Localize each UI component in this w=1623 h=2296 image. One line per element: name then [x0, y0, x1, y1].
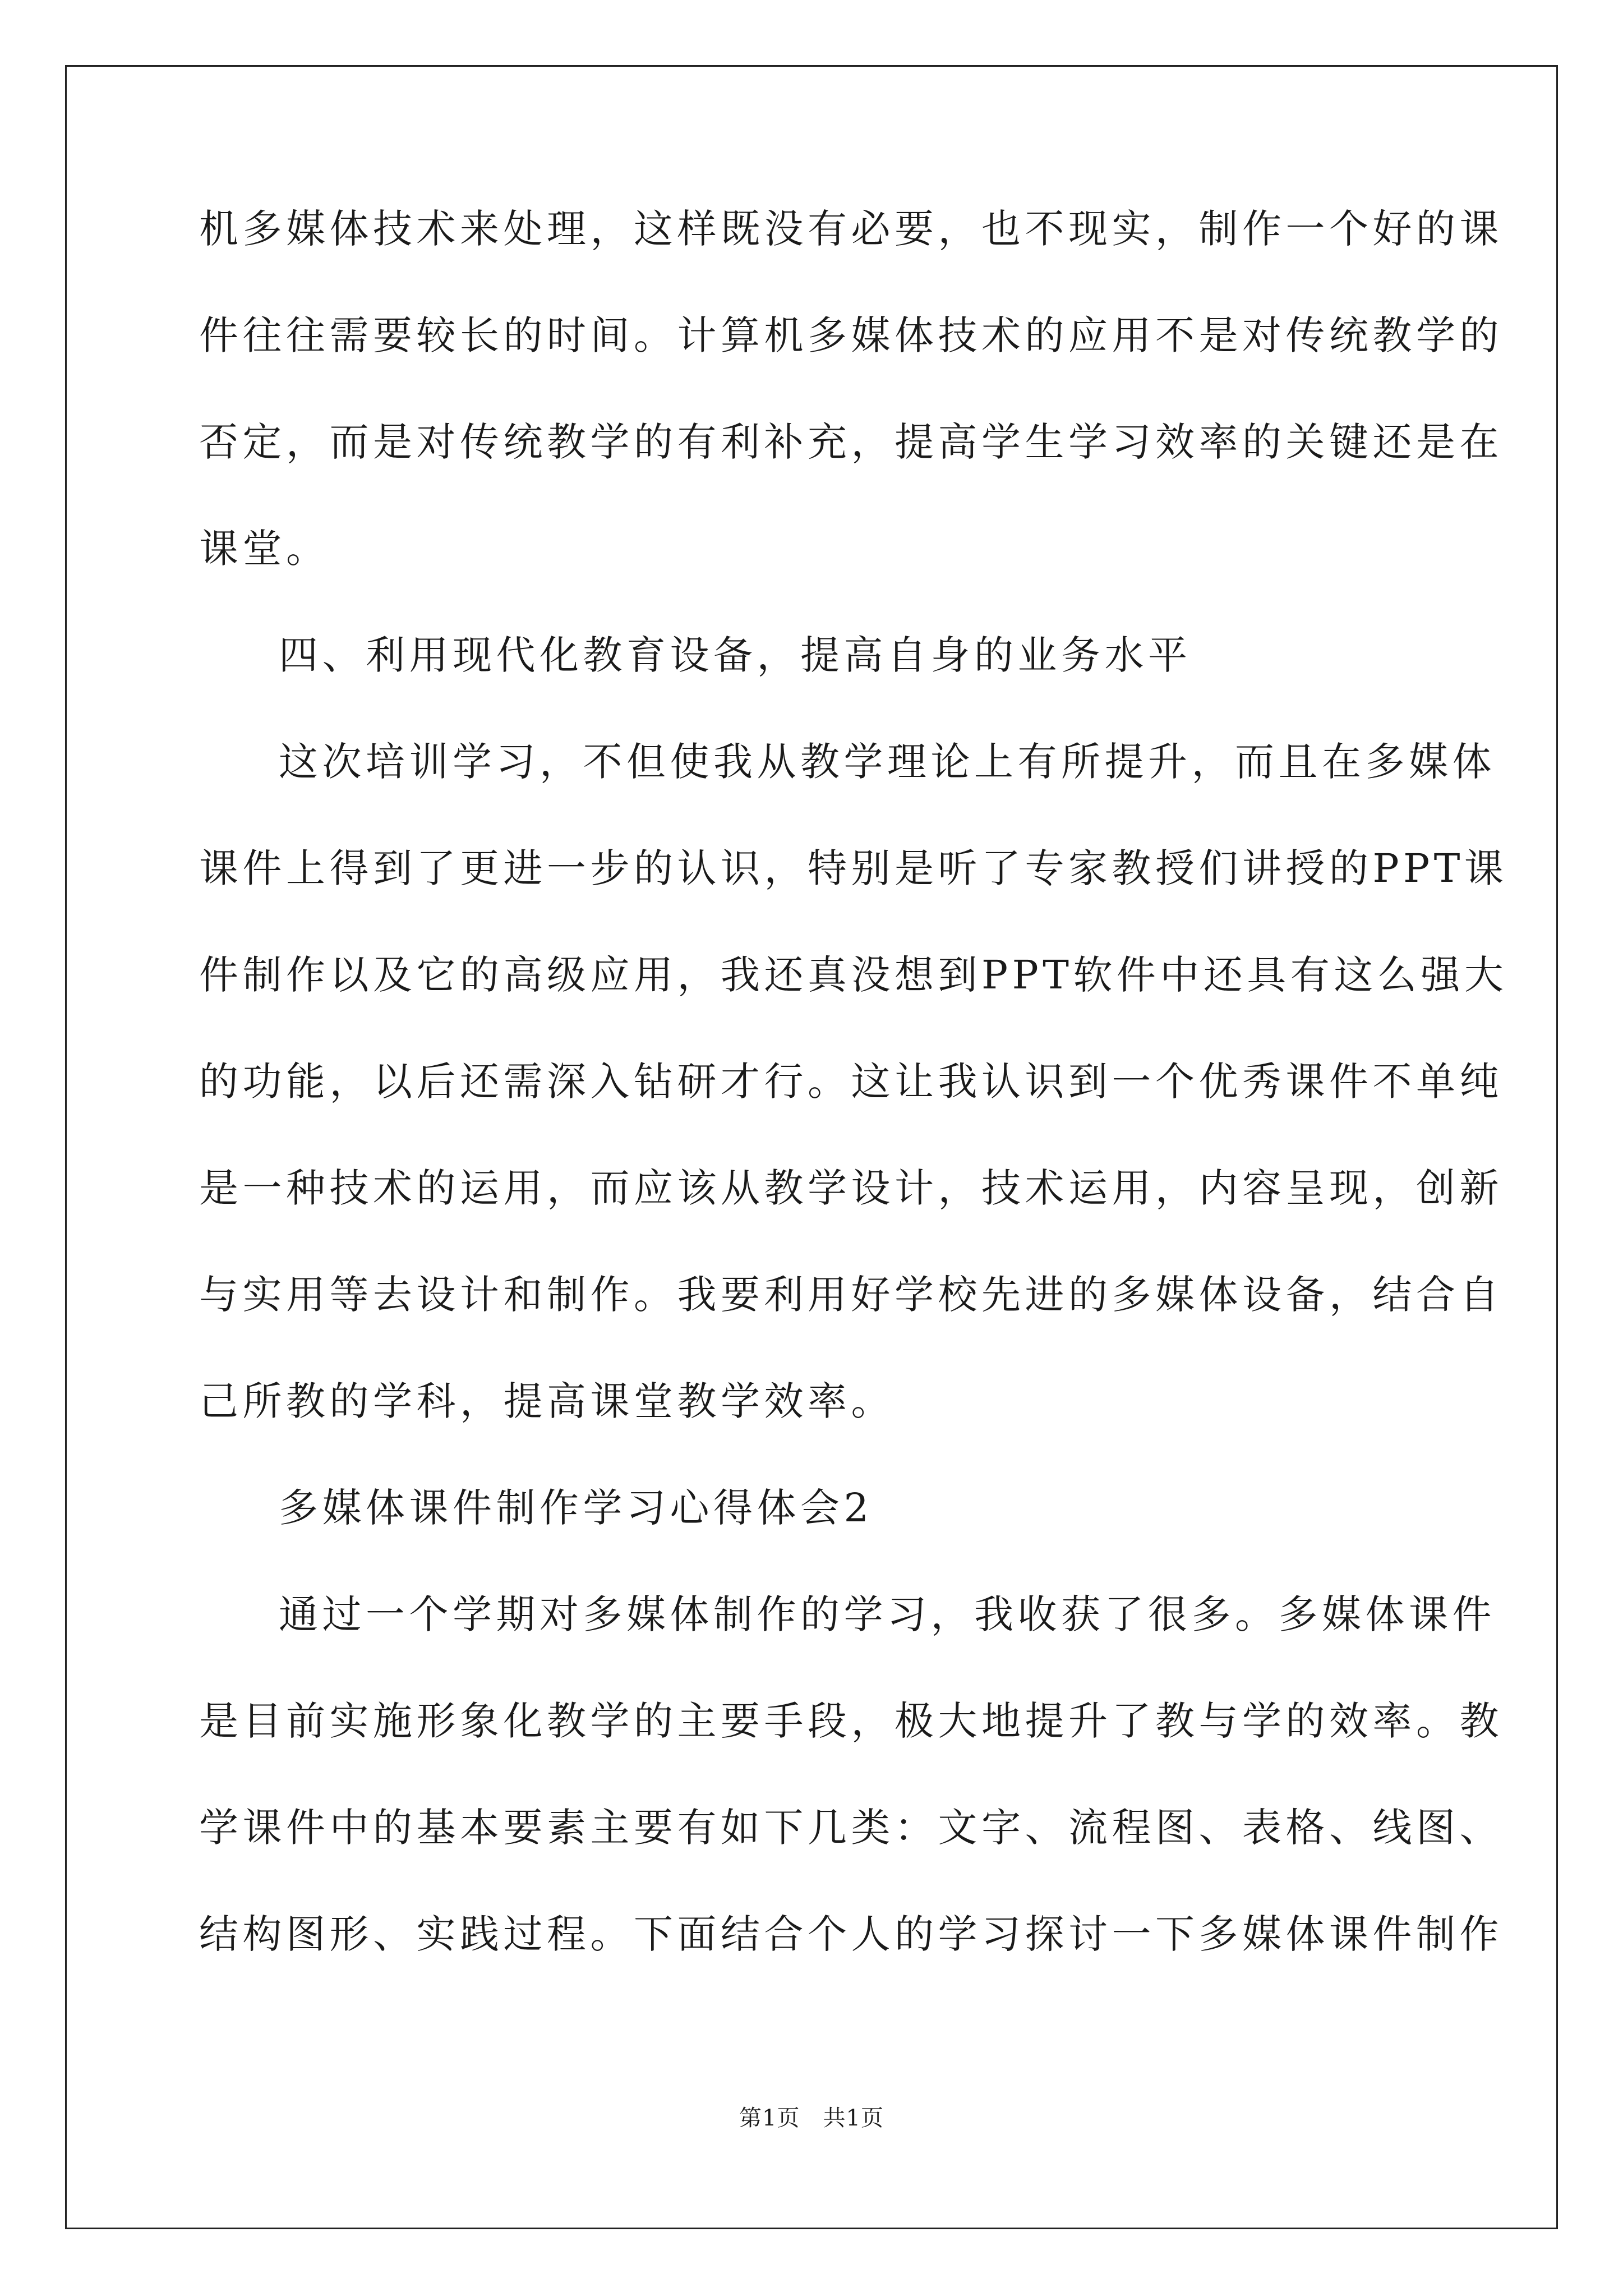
- paragraph-line: 课堂。: [199, 526, 330, 572]
- paragraph-line: 件往往需要较长的时间。计算机多媒体技术的应用不是对传统教学的: [199, 312, 1503, 358]
- paragraph-line: 学课件中的基本要素主要有如下几类：文字、流程图、表格、线图、: [199, 1805, 1503, 1851]
- paragraph-line: 机多媒体技术来处理，这样既没有必要，也不现实，制作一个好的课: [199, 206, 1503, 252]
- paragraph-line: 课件上得到了更进一步的认识，特别是听了专家教授们讲授的PPT课: [199, 845, 1508, 891]
- paragraph-line: 结构图形、实践过程。下面结合个人的学习探讨一下多媒体课件制作: [199, 1911, 1503, 1957]
- paragraph-line: 这次培训学习，不但使我从教学理论上有所提升，而且在多媒体: [279, 739, 1496, 785]
- paragraph-line: 的功能，以后还需深入钻研才行。这让我认识到一个优秀课件不单纯: [199, 1059, 1503, 1105]
- paragraph-line: 是一种技术的运用，而应该从教学设计，技术运用，内容呈现，创新: [199, 1165, 1503, 1211]
- paragraph-line: 是目前实施形象化教学的主要手段，极大地提升了教与学的效率。教: [199, 1698, 1503, 1744]
- section-heading: 四、利用现代化教育设备，提高自身的业务水平: [279, 632, 1192, 678]
- paragraph-line: 与实用等去设计和制作。我要利用好学校先进的多媒体设备，结合自: [199, 1272, 1503, 1318]
- paragraph-line: 件制作以及它的高级应用，我还真没想到PPT软件中还具有这么强大: [199, 952, 1508, 998]
- page-border: [65, 65, 1558, 2229]
- paragraph-line: 己所教的学科，提高课堂教学效率。: [199, 1378, 895, 1424]
- paragraph-line: 通过一个学期对多媒体制作的学习，我收获了很多。多媒体课件: [279, 1591, 1496, 1637]
- page-number-footer: 第1页 共1页: [739, 2105, 884, 2131]
- article-title: 多媒体课件制作学习心得体会2: [279, 1485, 873, 1531]
- paragraph-line: 否定，而是对传统教学的有利补充，提高学生学习效率的关键还是在: [199, 419, 1503, 465]
